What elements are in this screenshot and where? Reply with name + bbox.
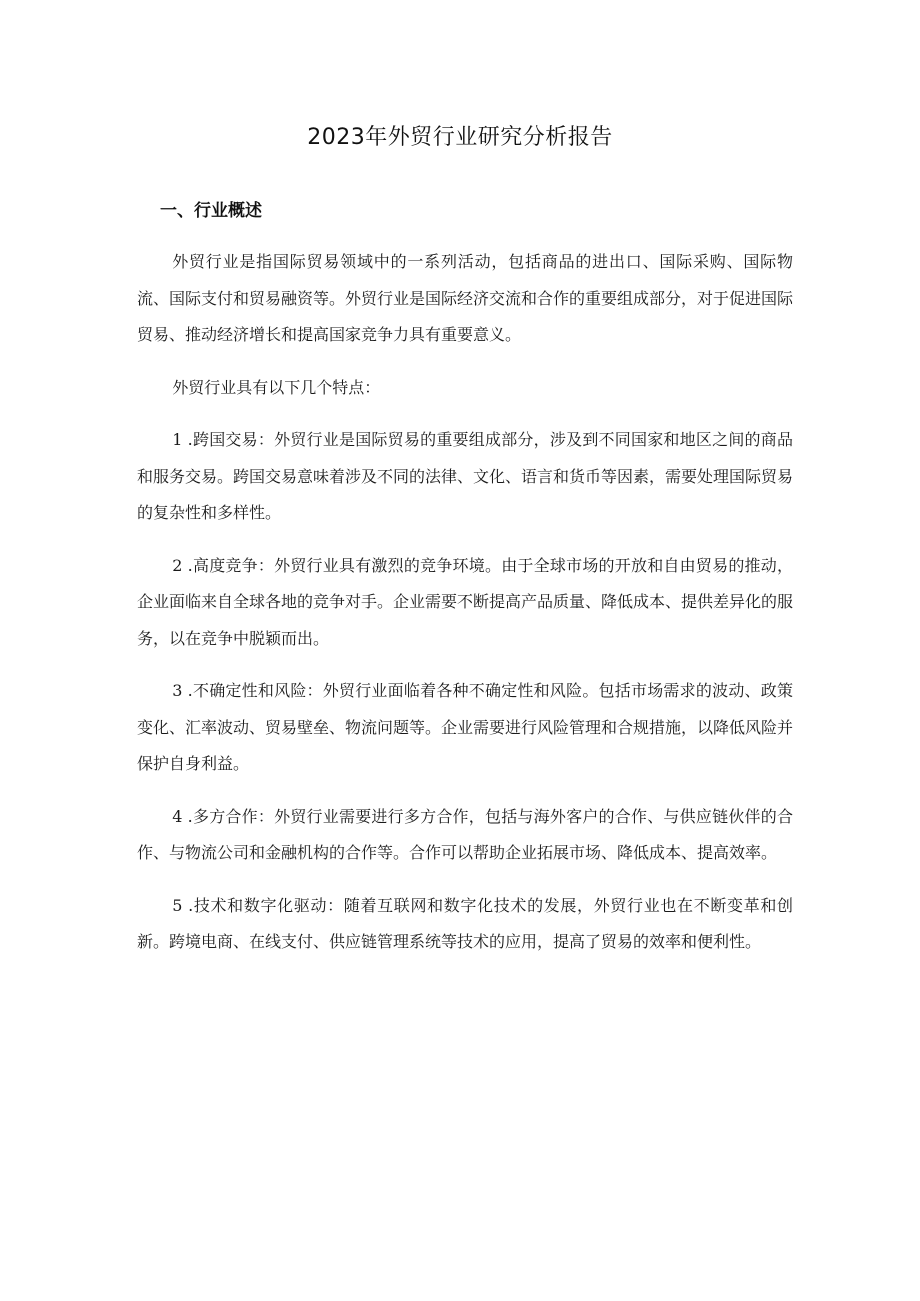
paragraph-feature-4: 4 .多方合作：外贸行业需要进行多方合作，包括与海外客户的合作、与供应链伙伴的合作、与物流公司和金融机构的合作等。合作可以帮助企业拓展市场、降低成本、提高效率。 bbox=[137, 806, 793, 862]
document-body bbox=[137, 244, 793, 977]
paragraph-feature-3: 3 .不确定性和风险：外贸行业面临着各种不确定性和风险。包括市场需求的波动、政策变化、汇率波动、贸易壁垒、物流问题等。企业需要进行风险管理和合规措施，以降低风险并保护自身利益。 bbox=[137, 681, 794, 773]
paragraph-feature-5: 5 .技术和数字化驱动：随着互联网和数字化技术的发展，外贸行业也在不断变革和创新。跨境电商、在线支付、供应链管理系统等技术的应用，提高了贸易的效率和便利性。 bbox=[137, 895, 793, 951]
paragraph-features-lead: 外贸行业具有以下几个特点： bbox=[172, 377, 381, 397]
paragraph-feature-2: 2 .高度竞争：外贸行业具有激烈的竞争环境。由于全球市场的开放和自由贸易的推动，企业面临来自全球各地的竞争对手。企业需要不断提高产品质量、降低成本、提供差异化的服务，以在竞争中脱颖而出。 bbox=[137, 555, 794, 648]
document-title: 2023年外贸行业研究分析报告 bbox=[307, 125, 613, 150]
paragraph-feature-1: 1 .跨国交易：外贸行业是国际贸易的重要组成部分，涉及到不同国家和地区之间的商品和服务交易。跨国交易意味着涉及不同的法律、文化、语言和货币等因素，需要处理国际贸易的复杂性和多样性。 bbox=[137, 430, 794, 522]
paragraph-intro: 外贸行业是指国际贸易领域中的一系列活动，包括商品的进出口、国际采购、国际物流、国际支付和贸易融资等。外贸行业是国际经济交流和合作的重要组成部分，对于促进国际贸易、推动经济增长和提高国家竞争力具有重要意义。 bbox=[137, 252, 794, 344]
section-heading: 一、行业概述 bbox=[160, 201, 262, 221]
